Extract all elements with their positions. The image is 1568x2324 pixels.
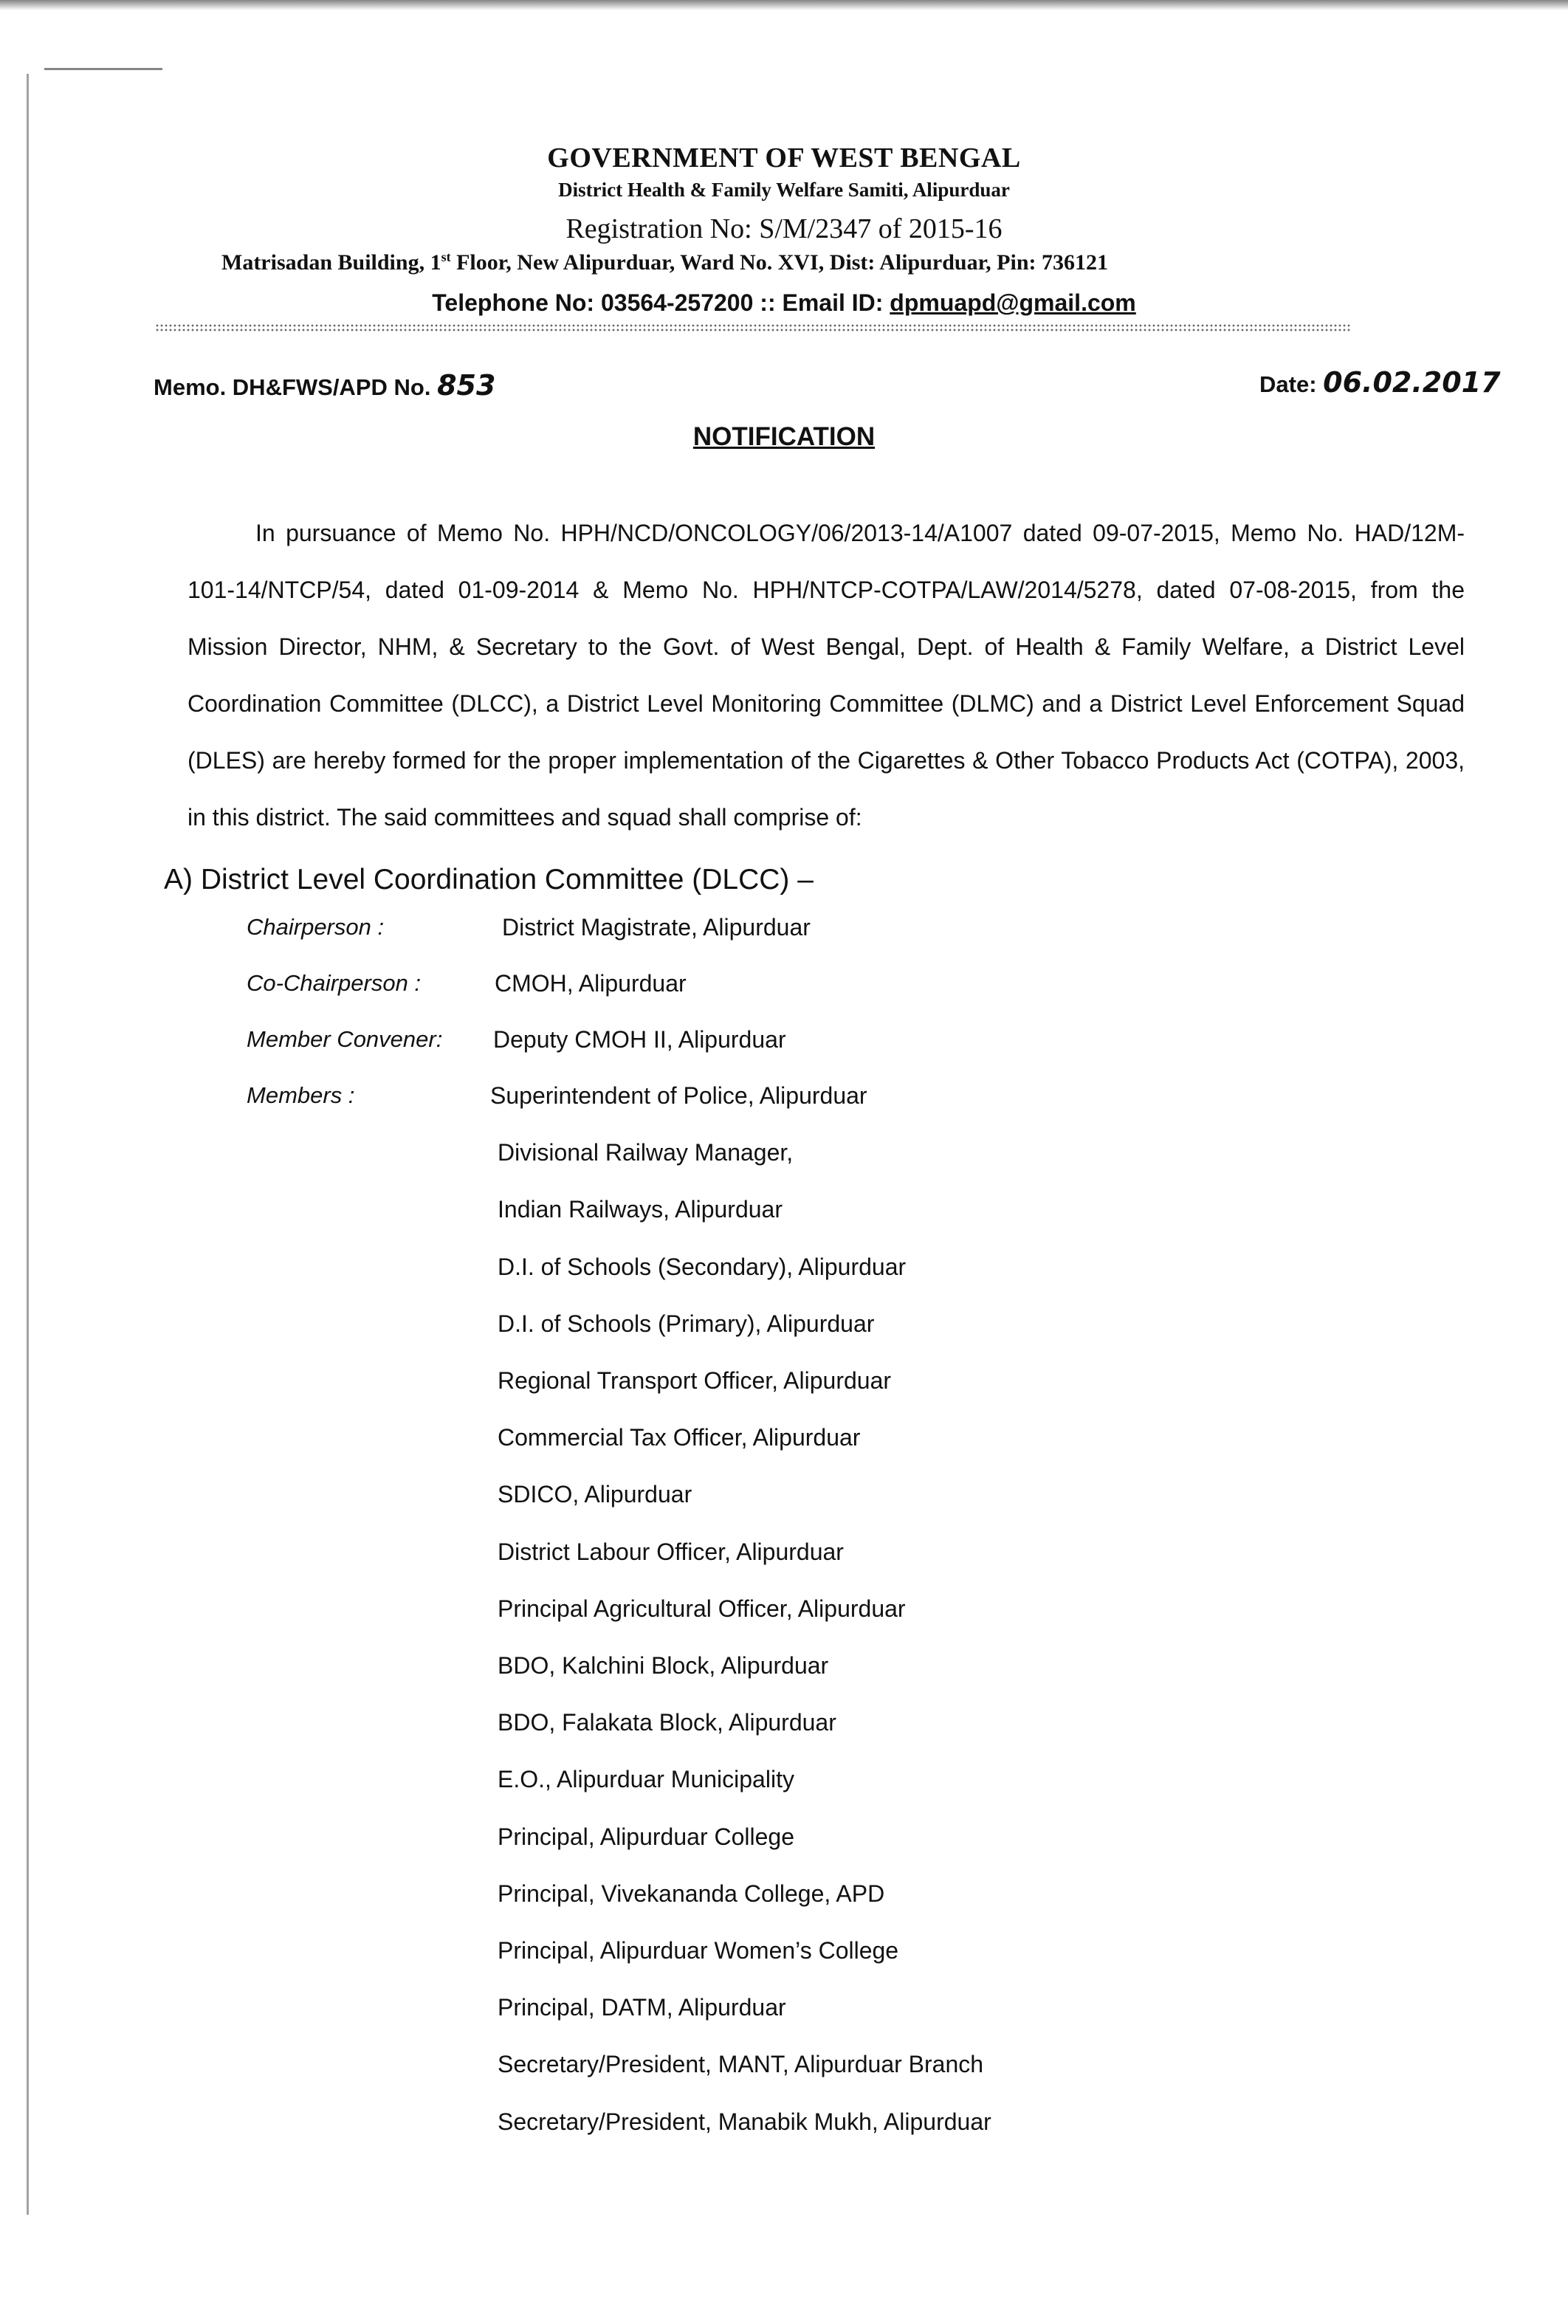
government-title: GOVERNMENT OF WEST BENGAL [547,142,1021,173]
email-link[interactable]: dpmuapd@gmail.com [890,289,1136,316]
member-item: Divisional Railway Manager, [498,1139,794,1166]
member-item: Principal, Vivekananda College, APD [498,1880,885,1907]
memo-date: Date: 06.02.2017 [1259,366,1501,399]
member-item: BDO, Falakata Block, Alipurduar [498,1709,836,1736]
member-convener-label: Member Convener: [247,1026,443,1052]
member-item: Indian Railways, Alipurduar [498,1196,783,1223]
members-label: Members : [247,1082,355,1108]
member-item: SDICO, Alipurduar [498,1481,692,1507]
margin-mark [27,74,29,2215]
member-convener-value: Deputy CMOH II, Alipurduar [493,1026,786,1053]
member-item: Regional Transport Officer, Alipurduar [498,1367,892,1394]
member-item: District Labour Officer, Alipurduar [498,1539,844,1565]
co-chairperson-value: CMOH, Alipurduar [495,970,687,997]
registration-number: Registration No: S/M/2347 of 2015-16 [565,213,1003,244]
member-item: Commercial Tax Officer, Alipurduar [498,1424,861,1451]
dotted-divider [155,323,1351,332]
pen-mark [44,68,162,70]
member-item: Secretary/President, Manabik Mukh, Alipurduar [498,2108,991,2135]
samiti-name: District Health & Family Welfare Samiti, Alipurduar [558,179,1010,201]
member-item: Principal Agricultural Officer, Alipurduar [498,1595,906,1622]
member-item: Secretary/President, MANT, Alipurduar Branch [498,2051,984,2077]
section-a-heading: A) District Level Coordination Committee (DLCC) – [164,864,814,895]
member-item: D.I. of Schools (Secondary), Alipurduar [498,1254,907,1280]
member-item: Principal, DATM, Alipurduar [498,1994,786,2021]
office-address: Matrisadan Building, 1st Floor, New Alipurduar, Ward No. XVI, Dist: Alipurduar, Pin: 736121 [221,250,1108,275]
contact-line: Telephone No: 03564-257200 :: Email ID: dpmuapd@gmail.com [432,289,1136,316]
memo-number: Memo. DH&FWS/APD No. 853 [154,369,496,402]
member-item: Principal, Alipurduar Women’s College [498,1937,899,1964]
body-paragraph: In pursuance of Memo No. HPH/NCD/ONCOLOGY/06/2013-14/A1007 dated 09-07-2015, Memo No. HAD/12M-101-14/NTCP/54, dated 01-09-2014 & Memo No. HPH/NTCP-COTPA/LAW/2014/5278, dated 07-08-2015, from the Mission Director, NHM, & Secretary to the Govt. of West Bengal, Dept. of Health & Family Welfare, a District Level Coordination Committee (DLCC), a District Level Monitoring Committee (DLMC) and a District Level Enforcement Squad (DLES) are hereby formed for the proper implementation of the Cigarettes & Other Tobacco Products Act (COTPA), 2003, in this district. The said committees and squad shall comprise of: [188,520,1465,831]
notification-title: NOTIFICATION [692,422,876,451]
member-item: Principal, Alipurduar College [498,1823,794,1850]
member-item: E.O., Alipurduar Municipality [498,1766,794,1792]
chairperson-value: District Magistrate, Alipurduar [502,914,811,941]
co-chairperson-label: Co-Chairperson : [247,970,422,996]
member-item: Superintendent of Police, Alipurduar [490,1082,867,1109]
chairperson-label: Chairperson : [247,914,385,940]
member-item: D.I. of Schools (Primary), Alipurduar [498,1310,875,1337]
member-item: BDO, Kalchini Block, Alipurduar [498,1652,829,1679]
scan-edge [0,0,1568,10]
